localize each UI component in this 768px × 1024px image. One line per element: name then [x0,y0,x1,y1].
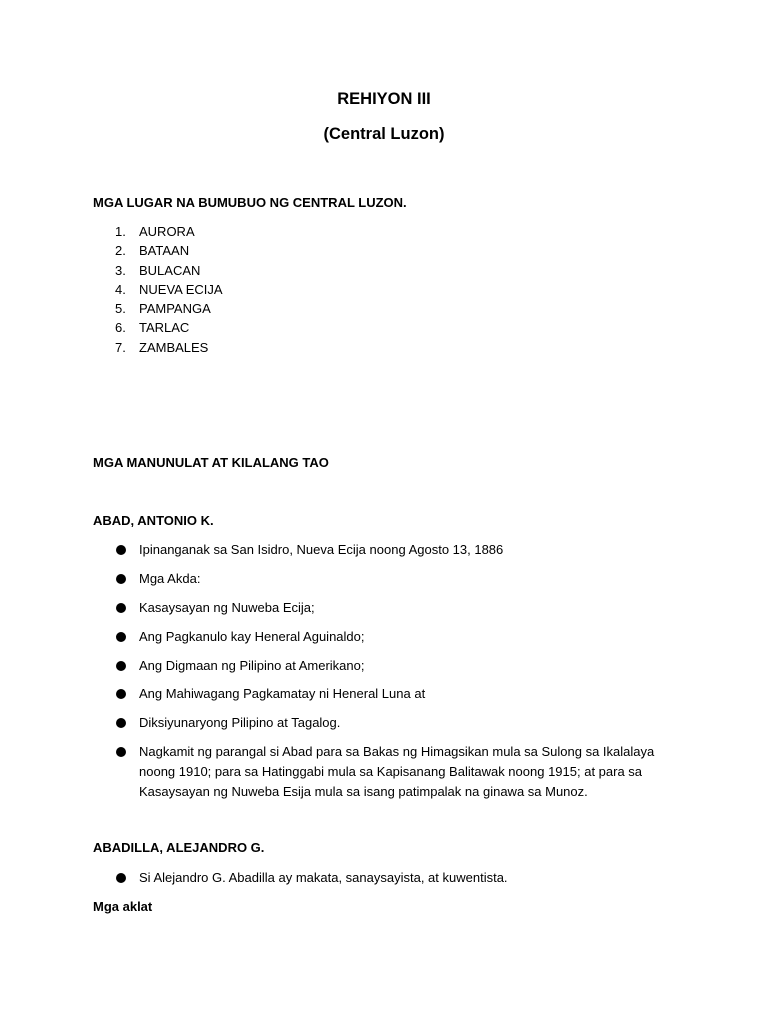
abad-name-heading: ABAD, ANTONIO K. [93,513,214,528]
list-number: 7. [115,339,126,355]
bullet-text: Kasaysayan ng Nuweba Ecija; [139,599,315,615]
bullet-text: Nagkamit ng parangal si Abad para sa Bakas ng Himagsikan mula sa Sulong sa Ikalalaya noong 1910; para sa Hatinggabi mula sa Kapisanang Balitawak noong 1915; at para sa Kasaysayan ng Nuweba Esija mula sa isang patimpalak na ginawa sa Munoz. [139,744,655,799]
bullet-text: Ang Digmaan ng Pilipino at Amerikano; [139,657,365,673]
page-subtitle: (Central Luzon) [323,125,445,143]
list-label: PAMPANGA [139,301,211,317]
list-number: 1. [115,224,126,239]
list-item [93,684,693,704]
list-item [93,713,693,733]
abad-bullet-list [93,540,693,811]
abadilla-name-heading: ABADILLA, ALEJANDRO G. [93,840,265,855]
bullet-icon [116,603,126,613]
list-item [93,742,693,801]
list-label: ZAMBALES [139,339,209,355]
list-label: BULACAN [139,262,201,278]
bullet-icon [116,689,126,699]
list-item [93,598,693,618]
list-number: 3. [115,262,126,278]
writers-heading: MGA MANUNULAT AT KILALANG TAO [93,455,329,470]
bullet-icon [116,718,126,728]
bullet-icon [116,632,126,642]
list-item [93,627,693,647]
bullet-icon [116,873,126,883]
list-number: 5. [115,301,126,317]
list-number: 2. [115,243,126,259]
page-title: REHIYON III [337,90,431,108]
bullet-text: Ang Pagkanulo kay Heneral Aguinaldo; [139,628,365,644]
places-heading: MGA LUGAR NA BUMUBUO NG CENTRAL LUZON. [93,195,407,210]
bullet-icon [116,747,126,757]
list-label: BATAAN [139,243,190,259]
list-number: 6. [115,320,126,336]
bullet-text: Diksiyunaryong Pilipino at Tagalog. [139,715,341,731]
bullet-icon [116,545,126,555]
bullet-text: Mga Akda: [139,570,201,586]
abadilla-bullet-list [93,868,693,897]
books-subheading: Mga aklat [93,899,153,914]
list-item [93,540,693,560]
bullet-text: Ang Mahiwagang Pagkamatay ni Heneral Luna at [139,686,426,702]
list-number: 4. [115,281,126,297]
list-label: AURORA [139,224,195,239]
list-label: TARLAC [139,320,190,336]
bullet-icon [116,574,126,584]
list-item [93,569,693,589]
bullet-text: Ipinanganak sa San Isidro, Nueva Ecija noong Agosto 13, 1886 [139,542,504,557]
list-item [93,868,693,888]
list-item [93,656,693,676]
bullet-text: Si Alejandro G. Abadilla ay makata, sanaysayista, at kuwentista. [139,870,508,885]
list-label: NUEVA ECIJA [139,281,223,297]
bullet-icon [116,661,126,671]
